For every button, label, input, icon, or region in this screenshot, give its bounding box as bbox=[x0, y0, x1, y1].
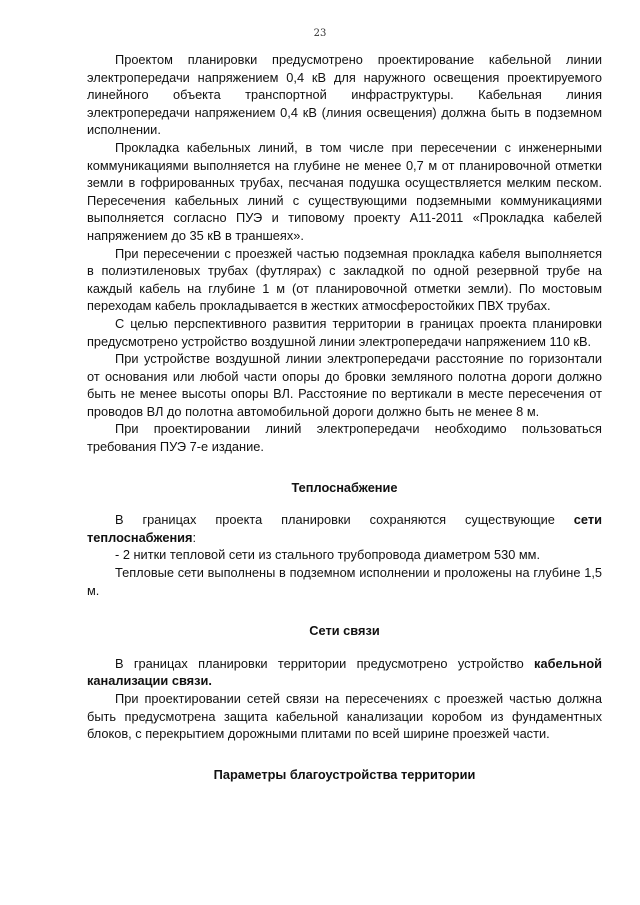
page-number: 23 bbox=[313, 28, 327, 39]
paragraph: С целью перспективного развития территории в границах проекта планировки предусмотрено устройство воздушной линии электропередачи напряжением 110 кВ. bbox=[87, 315, 602, 349]
heading-heat-supply: Теплоснабжение bbox=[291, 479, 398, 495]
heat-supply-section bbox=[87, 511, 602, 599]
heading-landscaping-params: Параметры благоустройства территории bbox=[213, 766, 476, 782]
communications-section bbox=[87, 655, 602, 743]
paragraph: При устройстве воздушной линии электропередачи расстояние по горизонтали от основания или любой части опоры до бровки земляного полотна дороги должно быть не менее высоты опоры ВЛ. Расстояние по вертикали в месте пересечения от проводов ВЛ до полотна автомобильной дороги должно быть не менее 8 м. bbox=[87, 351, 602, 419]
power-lines-section bbox=[87, 51, 602, 456]
list-item: - 2 нитки тепловой сети из стального трубопровода диаметром 530 мм. bbox=[115, 547, 541, 563]
paragraph: При проектировании линий электропередачи необходимо пользоваться требования ПУЭ 7-е издание. bbox=[87, 421, 602, 455]
paragraph bbox=[87, 511, 602, 546]
text-span: В границах планировки территории предусмотрено устройство bbox=[115, 655, 535, 671]
text-span: В границах проекта планировки сохраняются существующие bbox=[115, 512, 574, 528]
bold-term: сети теплоснабжения bbox=[87, 512, 602, 545]
paragraph: Проектом планировки предусмотрено проектирование кабельной линии электропередачи напряжением 0,4 кВ для наружного освещения проектируемого линейного объекта транспортной инфраструктуры. Кабельная линия электропередачи напряжением 0,4 кВ (линия освещения) должна быть в подземном исполнении. bbox=[87, 52, 602, 138]
heading-communications: Сети связи bbox=[309, 623, 380, 639]
paragraph: При пересечении с проезжей частью подземная прокладка кабеля выполняется в полиэтиленовых трубах (футлярах) с закладкой по одной резервной трубе на каждый кабель на глубине 1 м (от планировочной отметки земли). По мостовым переходам кабель прокладывается в жестких атмосферостойких ПВХ трубах. bbox=[87, 245, 602, 314]
bold-term: кабельной канализации связи. bbox=[87, 655, 602, 689]
paragraph bbox=[87, 655, 602, 690]
text-span: : bbox=[192, 529, 197, 545]
document-body bbox=[87, 51, 602, 783]
paragraph: Тепловые сети выполнены в подземном исполнении и проложены на глубине 1,5 м. bbox=[87, 565, 602, 598]
paragraph: При проектировании сетей связи на пересечениях с проезжей частью должна быть предусмотрена защита кабельной канализации коробом из фундаментных блоков, с перекрытием дорожными плитами по всей ширине проезжей части. bbox=[87, 691, 602, 742]
paragraph: Прокладка кабельных линий, в том числе при пересечении с инженерными коммуникациями выполняется на глубине не менее 0,7 м от планировочной отметки земли в гофрированных трубах, песчаная подушка осуществляется мелким песком. Пересечения кабельных линий с существующими подземными коммуникациями выполняется согласно ПУЭ и типовому проекту А11-2011 «Прокладка кабелей напряжением до 35 кВ в траншеях». bbox=[87, 139, 602, 243]
